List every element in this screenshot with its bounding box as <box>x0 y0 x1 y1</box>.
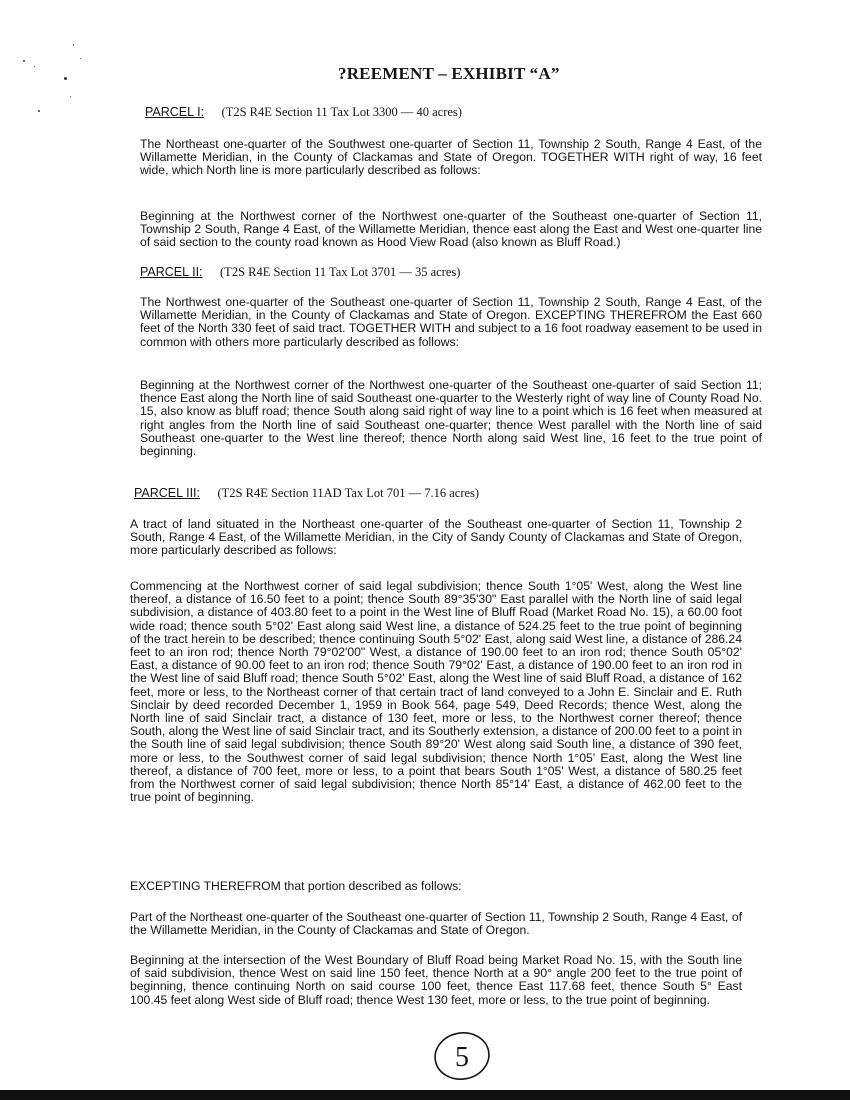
page-number-circle <box>432 1028 494 1084</box>
parcel-2-reference: (T2S R4E Section 11 Tax Lot 3701 — 35 acres) <box>220 265 461 279</box>
document-title: ?REEMENT – EXHIBIT “A” <box>338 64 560 83</box>
parcel-2-description: The Northwest one-quarter of the Southeast one-quarter of Section 11, Township 2 South, Range 4 East, of the Willamette Meridian, in the County of Clackamas and State of Oregon. EXCEPTING THEREFROM the East 660 feet of the North 330 feet of said tract. TOGETHER WITH and subject to a 16 foot roadway easement to be used in common with others more particularly described as follows: <box>140 295 762 349</box>
parcel-3-description: A tract of land situated in the Northeast one-quarter of the Southeast one-quarter of Section 11, Township 2 South, Range 4 East, of the Willamette Meridian, in the City of Sandy County of Clackamas and State of Oregon, more particularly described as follows: <box>130 517 742 558</box>
parcel-2-heading <box>140 265 460 280</box>
excepting-part: Part of the Northeast one-quarter of the Southeast one-quarter of Section 11, Township 2 South, Range 4 East, of the Willamette Meridian, in the County of Clackamas and State of Oregon. <box>130 910 742 938</box>
parcel-1-reference: (T2S R4E Section 11 Tax Lot 3300 — 40 acres) <box>221 105 462 119</box>
excepting-beginning: Beginning at the intersection of the West Boundary of Bluff Road being Market Road No. 15, with the South line of said subdivision, thence West on said line 150 feet, thence North at a 90° angle 200 feet to the true point of beginning, thence continuing North on said course 100 feet, thence East 117.68 feet, thence South 5° East 100.45 feet along West side of Bluff road; thence West 130 feet, more or less, to the true point of beginning. <box>130 953 742 1007</box>
parcel-1-label: PARCEL I: <box>145 105 205 119</box>
parcel-1-description: The Northeast one-quarter of the Southwest one-quarter of Section 11, Township 2 South, Range 4 East, of the Willamette Meridian, in the County of Clackamas and State of Oregon. TOGETHER WITH right of way, 16 feet wide, which North line is more particularly described as follows: <box>140 137 762 178</box>
parcel-3-reference: (T2S R4E Section 11AD Tax Lot 701 — 7.16 acres) <box>217 486 480 500</box>
parcel-1-beginning: Beginning at the Northwest corner of the Northwest one-quarter of the Southeast one-quarter of Section 11, Township 2 South, Range 4 East, of the Willamette Meridian, thence east along the East and West one-quarter line of said section to the county road known as Hood View Road (also known as Bluff Road.) <box>140 209 762 250</box>
scan-bottom-edge <box>0 1090 850 1100</box>
excepting-heading: EXCEPTING THEREFROM that portion described as follows: <box>130 879 462 893</box>
parcel-2-beginning: Beginning at the Northwest corner of the Northwest one-quarter of the Southeast one-quarter of said Section 11; thence East along the North line of said Southeast one-quarter to the Westerly right of way line of County Road No. 15, also know as bluff road; thence South along said right of way line to a point which is 16 feet when measured at right angles from the North line of said Southeast one-quarter; thence West parallel with the North line of said Southeast one-quarter to the West line thereof; thence North along said West line, 16 feet to the true point of beginning. <box>140 378 762 459</box>
parcel-3-heading <box>134 486 479 501</box>
parcel-3-label: PARCEL III: <box>134 486 200 500</box>
page-number: 5 <box>455 1042 469 1073</box>
parcel-1-heading <box>145 105 462 120</box>
parcel-3-commencing: Commencing at the Northwest corner of said legal subdivision; thence South 1°05' West, along the West line thereof, a distance of 16.50 feet to a point; thence South 89°35'30" East parallel with the North line of said legal subdivision, a distance of 403.80 feet to a point in the West line of Bluff Road (Market Road No. 15), a 60.00 foot wide road; thence south 5°02' East along said West line, a distance of 524.25 feet to the true point of beginning of the tract herein to be described; thence continuing South 5°02' East, along said West line, a distance of 286.24 feet to an iron rod; thence North 79°02'00" West, a distance of 190.00 feet to an iron rod; thence South 05°02' East, a distance of 90.00 feet to an iron rod; thence South 79°02' East, a distance of 190.00 feet to an iron rod in the West line of said Bluff road; thence South 5°02' East, along the West line of said Bluff Road, a distance of 162 feet, more or less, to the Northeast corner of that certain tract of land conveyed to a John E. Sinclair and E. Ruth Sinclair by deed recorded December 1, 1959 in Book 564, page 549, Deed Records; thence West, along the North line of said Sinclair tract, a distance of 130 feet, more or less, to the Northwest corner thereof; thence South, along the West line of said Sinclair tract, and its Southerly extension, a distance of 200.00 feet to a point in the South line of said legal subdivision; thence South 89°20' West along said South line, a distance of 390 feet, more or less, to the Southwest corner of said legal subdivision; thence North 1°05' East, along the West line thereof, a distance of 700 feet, more or less, to a point that bears South 1°05' West, a distance of 580.25 feet from the Northwest corner of said legal subdivision; thence North 85°14' East, a distance of 462.00 feet to the true point of beginning. <box>130 579 742 805</box>
parcel-2-label: PARCEL II: <box>140 265 203 279</box>
